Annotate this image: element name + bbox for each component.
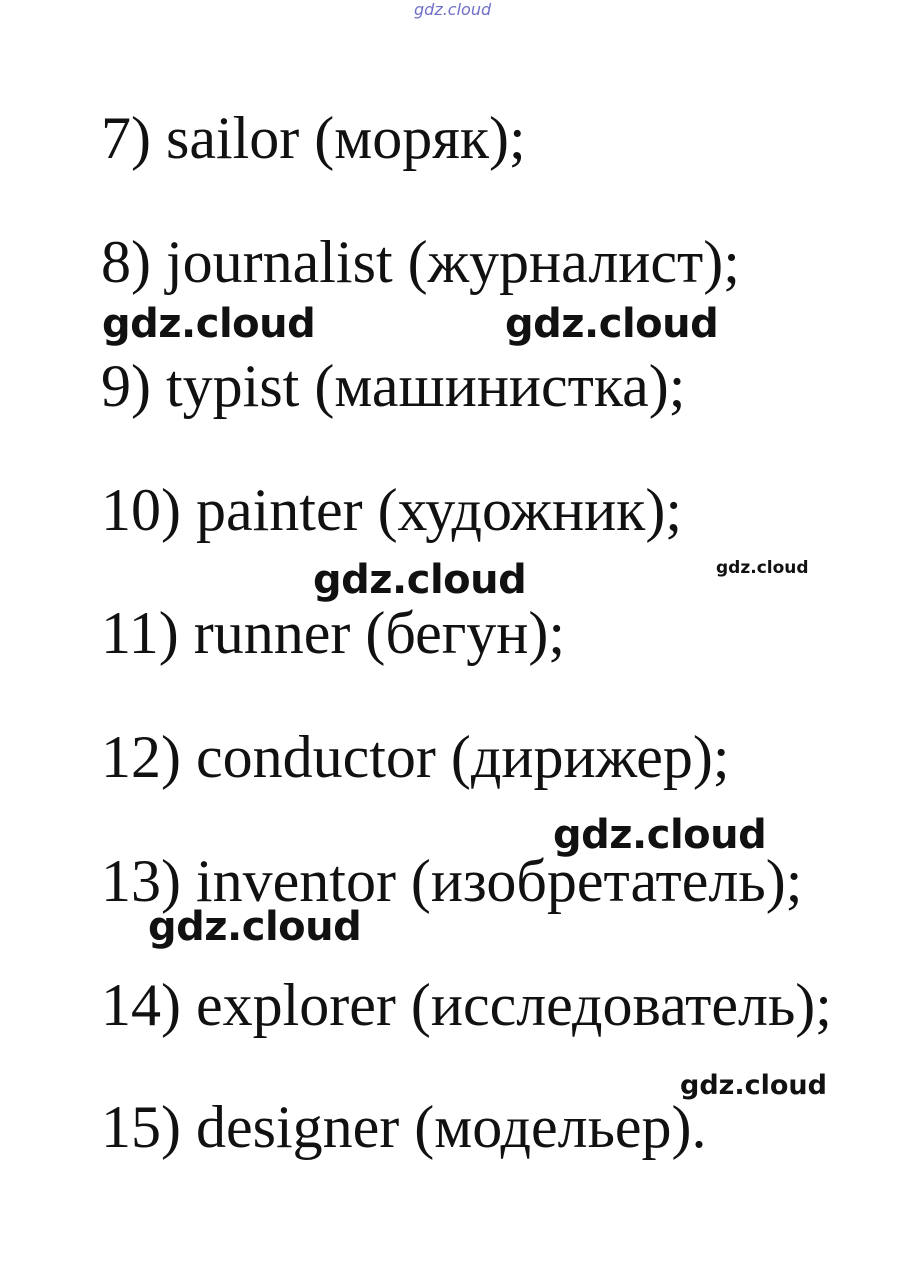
watermark-6: gdz.cloud [148,904,362,950]
watermark-3: gdz.cloud [313,557,527,603]
watermark-4: gdz.cloud [716,558,809,578]
list-item-8: 8) journalist (журналист); [101,229,740,295]
list-item-11: 11) runner (бегун); [101,600,566,666]
list-item-15: 15) designer (модельер). [101,1094,707,1160]
watermark-7: gdz.cloud [680,1070,827,1101]
list-item-10: 10) painter (художник); [101,477,682,543]
watermark-top: gdz.cloud [414,0,492,19]
list-item-13: 13) inventor (изобретатель); [101,848,803,914]
watermark-2: gdz.cloud [505,301,719,347]
list-item-12: 12) conductor (дирижер); [101,724,730,790]
watermark-5: gdz.cloud [553,812,767,858]
list-item-9: 9) typist (машинистка); [101,353,686,419]
list-item-7: 7) sailor (моряк); [101,105,526,171]
list-item-14: 14) explorer (исследователь); [101,972,832,1038]
watermark-1: gdz.cloud [102,301,316,347]
